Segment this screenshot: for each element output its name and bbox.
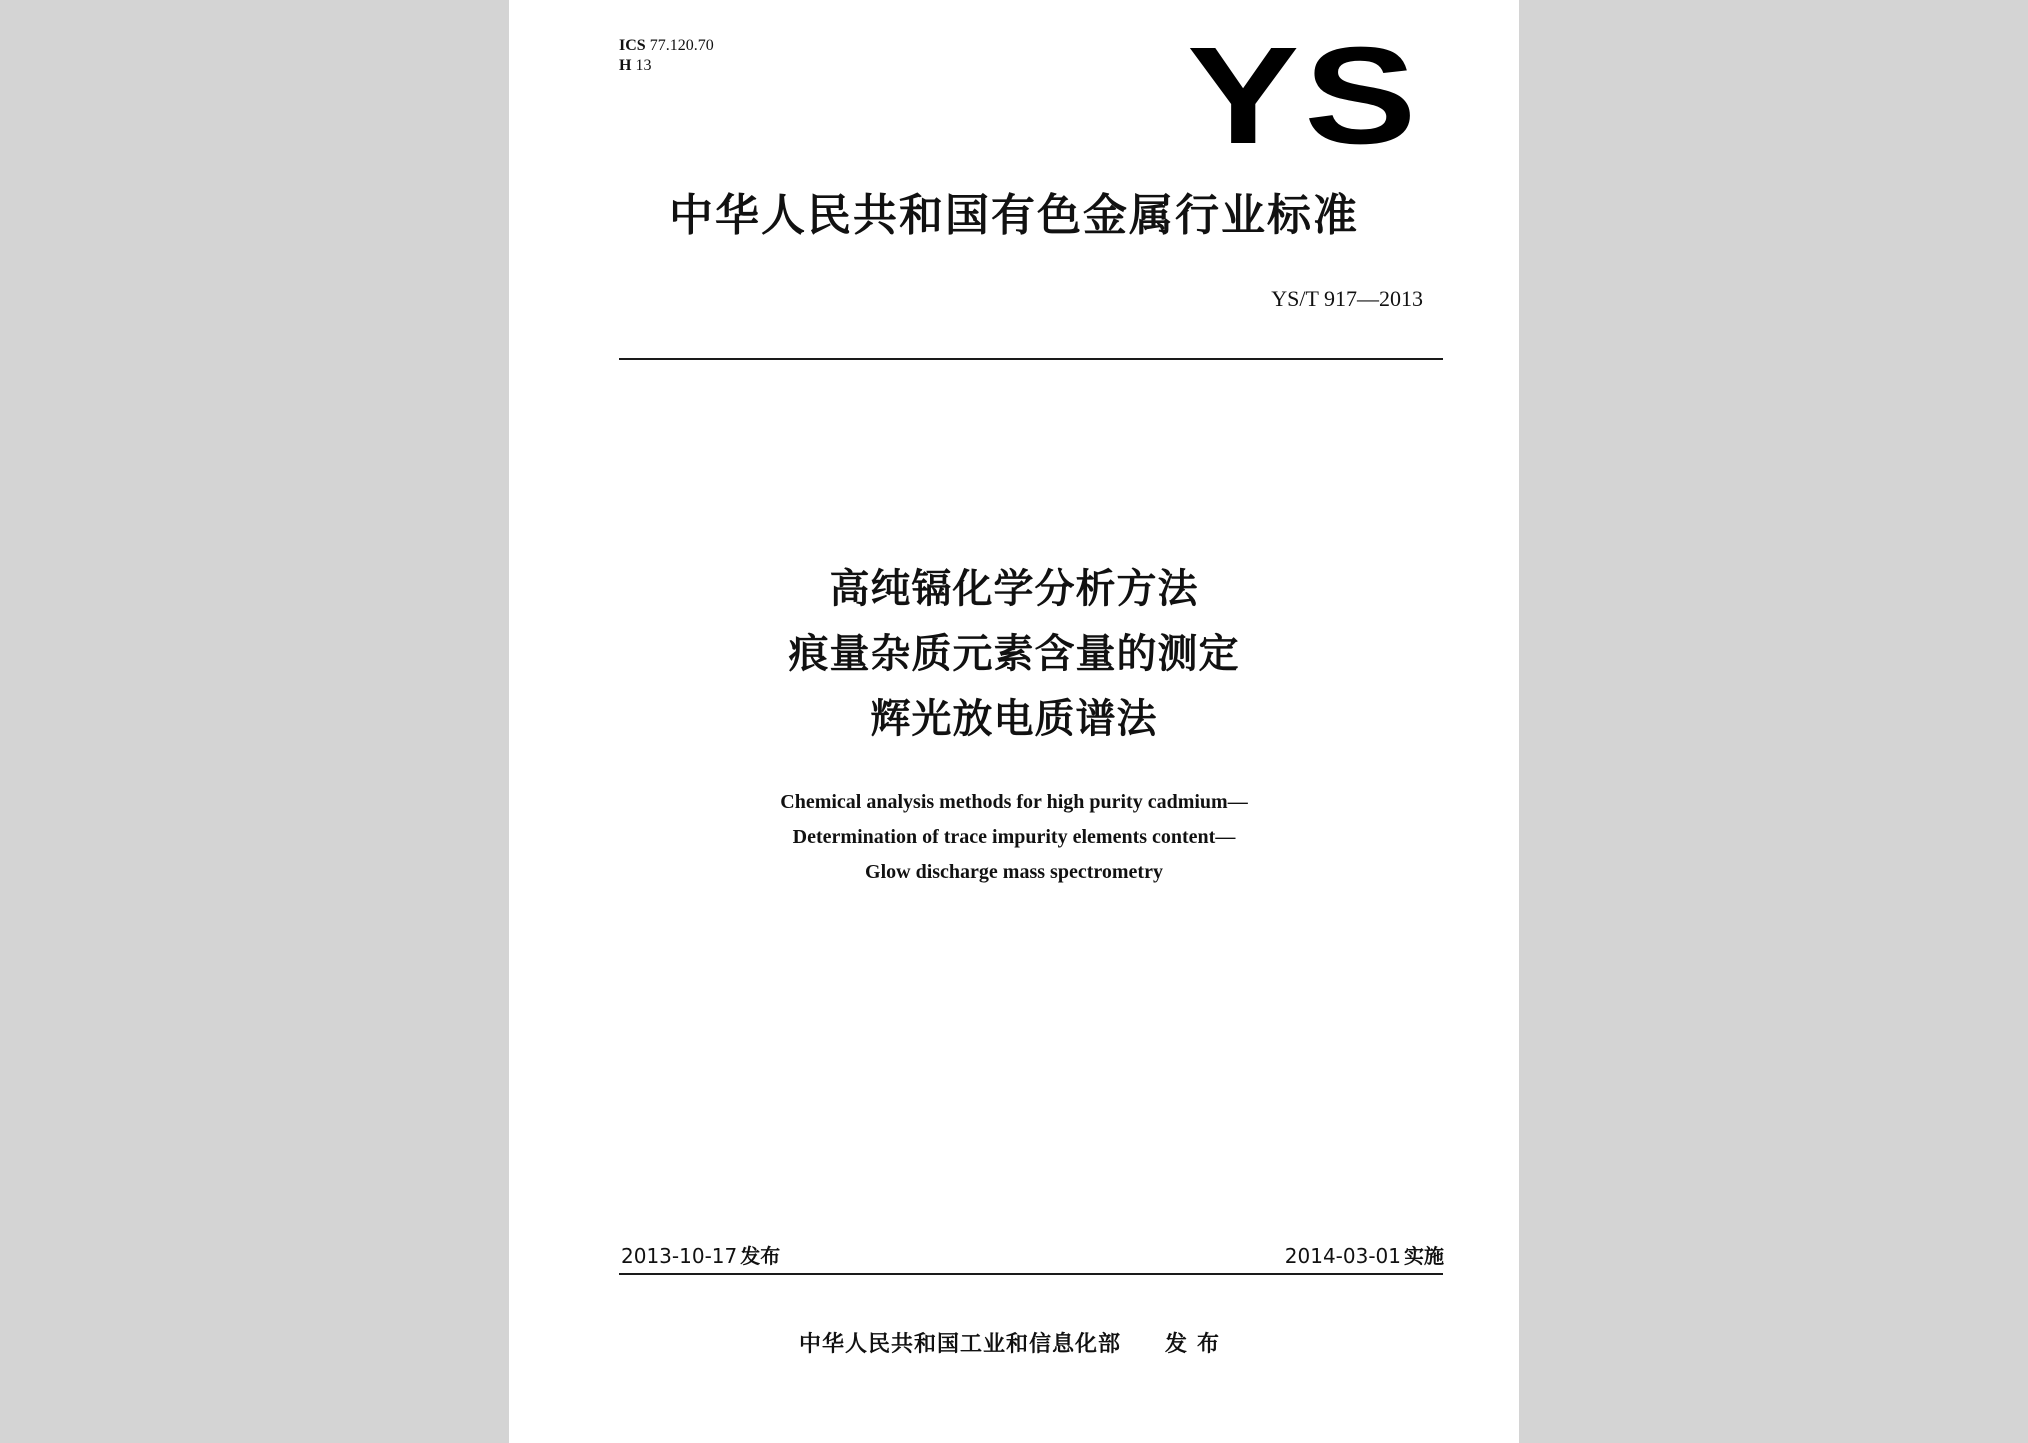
organization-title: 中华人民共和国有色金属行业标准 <box>669 190 1359 241</box>
header-divider <box>619 358 1443 360</box>
ccs-line <box>619 56 714 76</box>
issue-date-value: 2013-10-17 <box>621 1244 738 1268</box>
effective-date <box>1285 1243 1444 1269</box>
classification-block <box>619 36 714 76</box>
document-page <box>509 0 1519 1443</box>
ys-logo: YS <box>1187 19 1422 173</box>
standard-code: YS/T 917—2013 <box>1271 286 1423 311</box>
english-title-line-3: Glow discharge mass spectrometry <box>865 861 1163 883</box>
ics-value: 77.120.70 <box>649 37 714 54</box>
english-title-line-2: Determination of trace impurity elements content— <box>792 826 1236 848</box>
chinese-title-line-2: 痕量杂质元素含量的测定 <box>788 631 1240 677</box>
issue-date <box>621 1243 780 1269</box>
effective-date-label: 实施 <box>1404 1244 1444 1268</box>
effective-date-value: 2014-03-01 <box>1284 1244 1401 1268</box>
publisher-name: 中华人民共和国工业和信息化部 <box>798 1332 1121 1357</box>
publisher-line <box>509 1330 1519 1360</box>
footer-divider <box>619 1273 1443 1275</box>
ccs-label: H <box>619 57 632 74</box>
chinese-title-line-3: 辉光放电质谱法 <box>870 696 1158 742</box>
publisher-verb: 发布 <box>1165 1332 1230 1357</box>
english-title-line-1: Chemical analysis methods for high purity cadmium— <box>780 791 1248 813</box>
ics-label: ICS <box>619 37 646 54</box>
chinese-title-line-1: 高纯镉化学分析方法 <box>829 566 1199 612</box>
ics-line <box>619 36 714 56</box>
issue-date-label: 发布 <box>740 1244 781 1268</box>
ccs-value: 13 <box>635 57 652 74</box>
